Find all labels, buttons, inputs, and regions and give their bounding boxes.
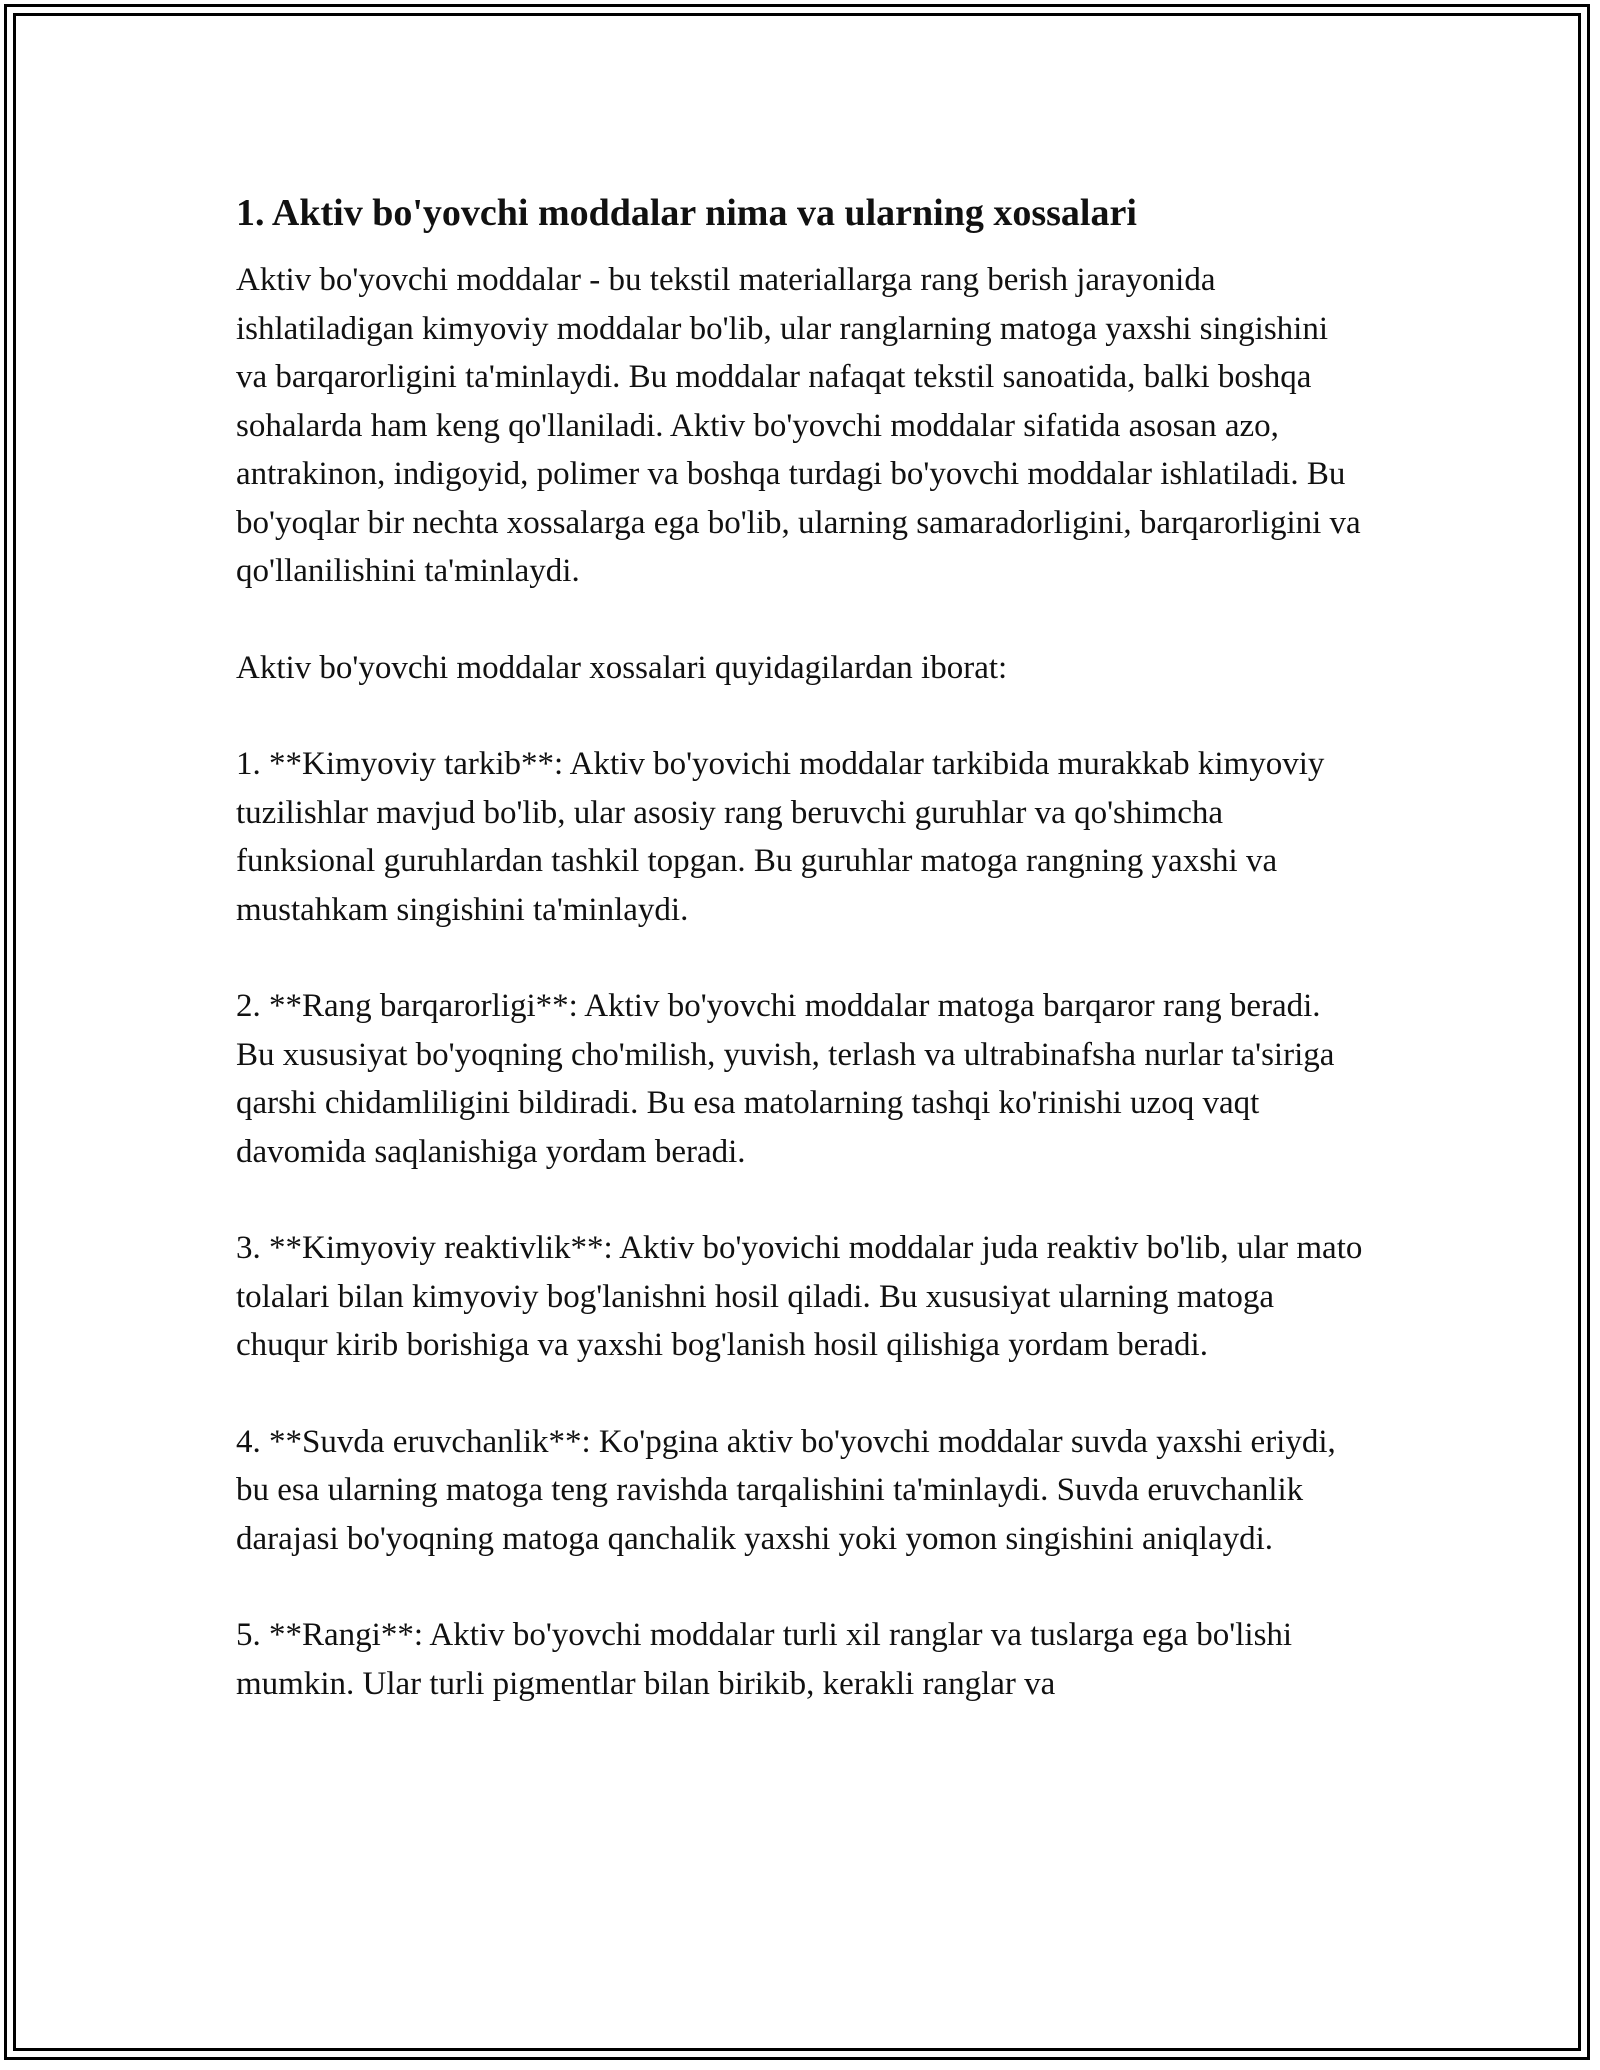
property-item-chemical-reactivity: 3. **Kimyoviy reaktivlik**: Aktiv bo'yovichi moddalar juda reaktiv bo'lib, ular mato tolalari bilan kimyoviy bog'lanishni hosil qiladi. Bu xususiyat ularning matoga chuqur kirib borishiga va yaxshi bog'lanish hosil qilishiga yordam beradi. <box>236 1230 1363 1363</box>
intro-paragraph: Aktiv bo'yovchi moddalar - bu tekstil materiallarga rang berish jarayonida ishlatiladigan kimyoviy moddalar bo'lib, ular ranglarning matoga yaxshi singishini va barqarorligini ta'minlaydi. Bu moddalar nafaqat tekstil sanoatida, balki boshqa sohalarda ham keng qo'llaniladi. Aktiv bo'yovchi moddalar sifatida asosan azo, antrakinon, indigoyid, polimer va boshqa turdagi bo'yovchi moddalar ishlatiladi. Bu bo'yoqlar bir nechta xossalarga ega bo'lib, ularning samaradorligini, barqarorligini va qo'llanilishini ta'minlaydi. <box>236 262 1361 589</box>
properties-intro-paragraph: Aktiv bo'yovchi moddalar xossalari quyidagilardan iborat: <box>236 649 1008 686</box>
property-item-chemical-composition: 1. **Kimyoviy tarkib**: Aktiv bo'yovichi moddalar tarkibida murakkab kimyoviy tuzilishlar mavjud bo'lib, ular asosiy rang beruvchi guruhlar va qo'shimcha funksional guruhlardan tashkil topgan. Bu guruhlar matoga rangning yaxshi va mustahkam singishini ta'minlaydi. <box>236 746 1325 928</box>
property-item-color-fastness: 2. **Rang barqarorligi**: Aktiv bo'yovchi moddalar matoga barqaror rang beradi. Bu xususiyat bo'yoqning cho'milish, yuvish, terlash va ultrabinafsha nurlar ta'siriga qarshi chidamliligini bildiradi. Bu esa matolarning tashqi ko'rinishi uzoq vaqt davomida saqlanishiga yordam beradi. <box>236 988 1335 1170</box>
document-body <box>236 186 1366 1756</box>
section-heading: 1. Aktiv bo'yovchi moddalar nima va ularning xossalari <box>236 192 1137 234</box>
property-item-color: 5. **Rangi**: Aktiv bo'yovchi moddalar turli xil ranglar va tuslarga ega bo'lishi mumkin. Ular turli pigmentlar bilan birikib, kerakli ranglar va <box>236 1617 1293 1702</box>
property-item-water-solubility: 4. **Suvda eruvchanlik**: Ko'pgina aktiv bo'yovchi moddalar suvda yaxshi eriydi, bu esa ularning matoga teng ravishda tarqalishini ta'minlaydi. Suvda eruvchanlik darajasi bo'yoqning matoga qanchalik yaxshi yoki yomon singishini aniqlaydi. <box>236 1423 1336 1557</box>
